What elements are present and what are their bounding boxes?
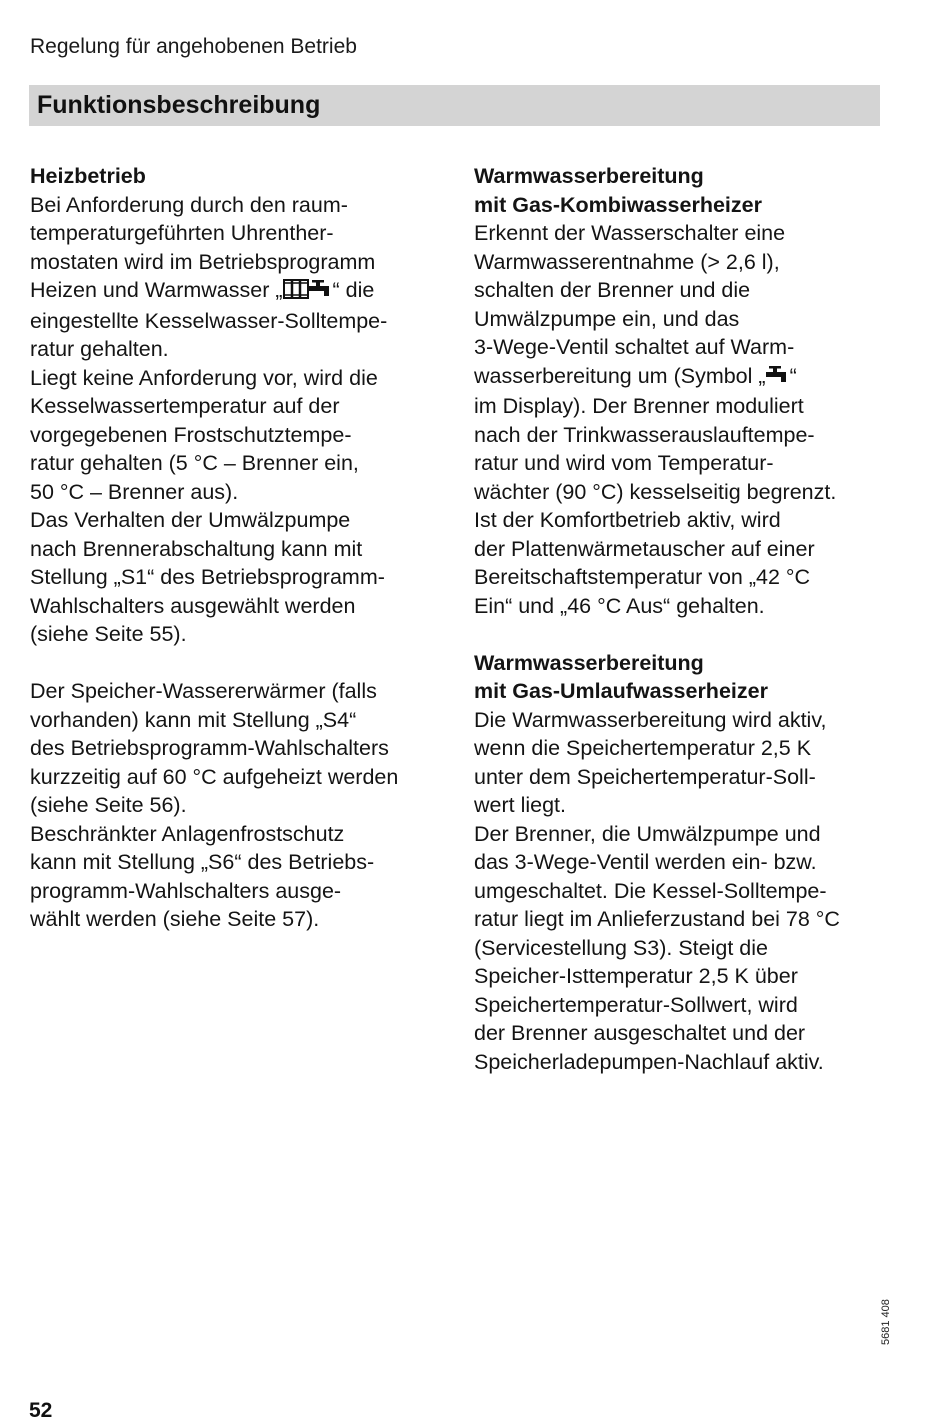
text-line: Umwälzpumpe ein, und das [474, 306, 740, 331]
radiator-icon [283, 278, 309, 307]
text-line: programm-Wahlschalters ausge- [30, 878, 342, 903]
text-line: Erkennt der Wasserschalter eine [474, 221, 786, 245]
text-line: Kesselwassertemperatur auf der [30, 394, 340, 418]
text-line: Speichertemperatur-Sollwert, wird [474, 992, 798, 1017]
text-line: im Display). Der Brenner moduliert [474, 394, 804, 418]
text-line: ratur liegt im Anlieferzustand bei 78 °C [474, 907, 840, 931]
text-fragment: wasserbereitung um (Symbol „ [474, 363, 766, 388]
text-line: des Betriebsprogramm-Wahlschalters [30, 736, 389, 760]
text-line: Speicherladepumpen-Nachlauf aktiv. [474, 1049, 824, 1074]
text-line: Liegt keine Anforderung vor, wird die [30, 365, 378, 390]
text-fragment: Heizen und Warmwasser „ [30, 278, 283, 302]
text-line: eingestellte Kesselwasser-Solltempe- [30, 308, 388, 333]
text-line: Ist der Komfortbetrieb aktiv, wird [474, 508, 781, 532]
text-fragment: “ die [332, 278, 375, 302]
section-header-band [29, 85, 880, 126]
right-column [474, 162, 894, 1076]
text-line: der Brenner ausgeschaltet und der [474, 1021, 806, 1045]
text-line: ratur und wird vom Temperatur- [474, 451, 774, 475]
heading-kombi-line: mit Gas-Kombiwasserheizer [474, 192, 762, 217]
section-title: Funktionsbeschreibung [37, 91, 321, 119]
text-line: nach Brennerabschaltung kann mit [30, 536, 363, 561]
text-line-with-symbol [30, 276, 450, 307]
text-line: wert liegt. [474, 793, 567, 817]
text-line: unter dem Speichertemperatur-Soll- [474, 764, 816, 789]
text-line: schalten der Brenner und die [474, 278, 751, 302]
text-line-with-symbol [474, 362, 894, 393]
text-line: ratur gehalten. [30, 337, 169, 361]
text-line: (siehe Seite 56). [30, 793, 187, 817]
text-line: Ein“ und „46 °C Aus“ gehalten. [474, 593, 765, 618]
text-line: 3-Wege-Ventil schaltet auf Warm- [474, 335, 795, 359]
text-line: (siehe Seite 55). [30, 622, 187, 646]
page-number: 52 [29, 1399, 53, 1422]
text-line: (Servicestellung S3). Steigt die [474, 935, 768, 960]
running-header: Regelung für angehobenen Betrieb [30, 35, 357, 58]
text-line: Speicher-Isttemperatur 2,5 K über [474, 964, 798, 988]
text-line: Der Speicher-Wassererwärmer (falls [30, 679, 377, 703]
text-line: wenn die Speichertemperatur 2,5 K [474, 736, 812, 760]
paragraph-gap [474, 620, 894, 649]
text-line: Wahlschalters ausgewählt werden [30, 593, 356, 618]
text-line: Bereitschaftstemperatur von „42 °C [474, 565, 811, 589]
text-line: 50 °C – Brenner aus). [30, 479, 239, 504]
heading-umlauf-line: mit Gas-Umlaufwasserheizer [474, 679, 768, 703]
left-column [30, 162, 450, 934]
text-line: vorgegebenen Frostschutztempe- [30, 422, 352, 447]
paragraph-gap [30, 649, 450, 678]
heading-heizbetrieb: Heizbetrieb [30, 164, 146, 188]
text-fragment: “ [789, 363, 797, 388]
text-line: umgeschaltet. Die Kessel-Solltempe- [474, 878, 827, 903]
text-line: wächter (90 °C) kesselseitig begrenzt. [474, 479, 837, 504]
text-line: mostaten wird im Betriebsprogramm [30, 249, 376, 274]
text-line: vorhanden) kann mit Stellung „S4“ [30, 707, 357, 732]
text-line: Der Brenner, die Umwälzpumpe und [474, 821, 821, 846]
text-line: kurzzeitig auf 60 °C aufgeheizt werden [30, 764, 399, 789]
text-line: Stellung „S1“ des Betriebsprogramm- [30, 565, 385, 589]
text-line: wählt werden (siehe Seite 57). [30, 907, 320, 931]
text-line: Das Verhalten der Umwälzpumpe [30, 508, 351, 532]
document-id: 5681 408 [880, 1299, 892, 1345]
text-line: Die Warmwasserbereitung wird aktiv, [474, 707, 827, 732]
text-line: Warmwasserentnahme (> 2,6 l), [474, 249, 780, 274]
text-line: kann mit Stellung „S6“ des Betriebs- [30, 850, 375, 874]
text-line: nach der Trinkwasserauslauftempe- [474, 422, 815, 447]
water-tap-icon [309, 278, 333, 307]
water-tap-icon [766, 364, 790, 393]
text-line: ratur gehalten (5 °C – Brenner ein, [30, 451, 359, 475]
text-line: der Plattenwärmetauscher auf einer [474, 536, 815, 561]
heading-kombi-line: Warmwasserbereitung [474, 164, 704, 188]
heading-umlauf-line: Warmwasserbereitung [474, 650, 704, 675]
text-line: das 3-Wege-Ventil werden ein- bzw. [474, 850, 817, 874]
text-line: Beschränkter Anlagenfrostschutz [30, 821, 345, 846]
text-line: Bei Anforderung durch den raum- [30, 192, 348, 217]
text-line: temperaturgeführten Uhrenther- [30, 221, 334, 245]
